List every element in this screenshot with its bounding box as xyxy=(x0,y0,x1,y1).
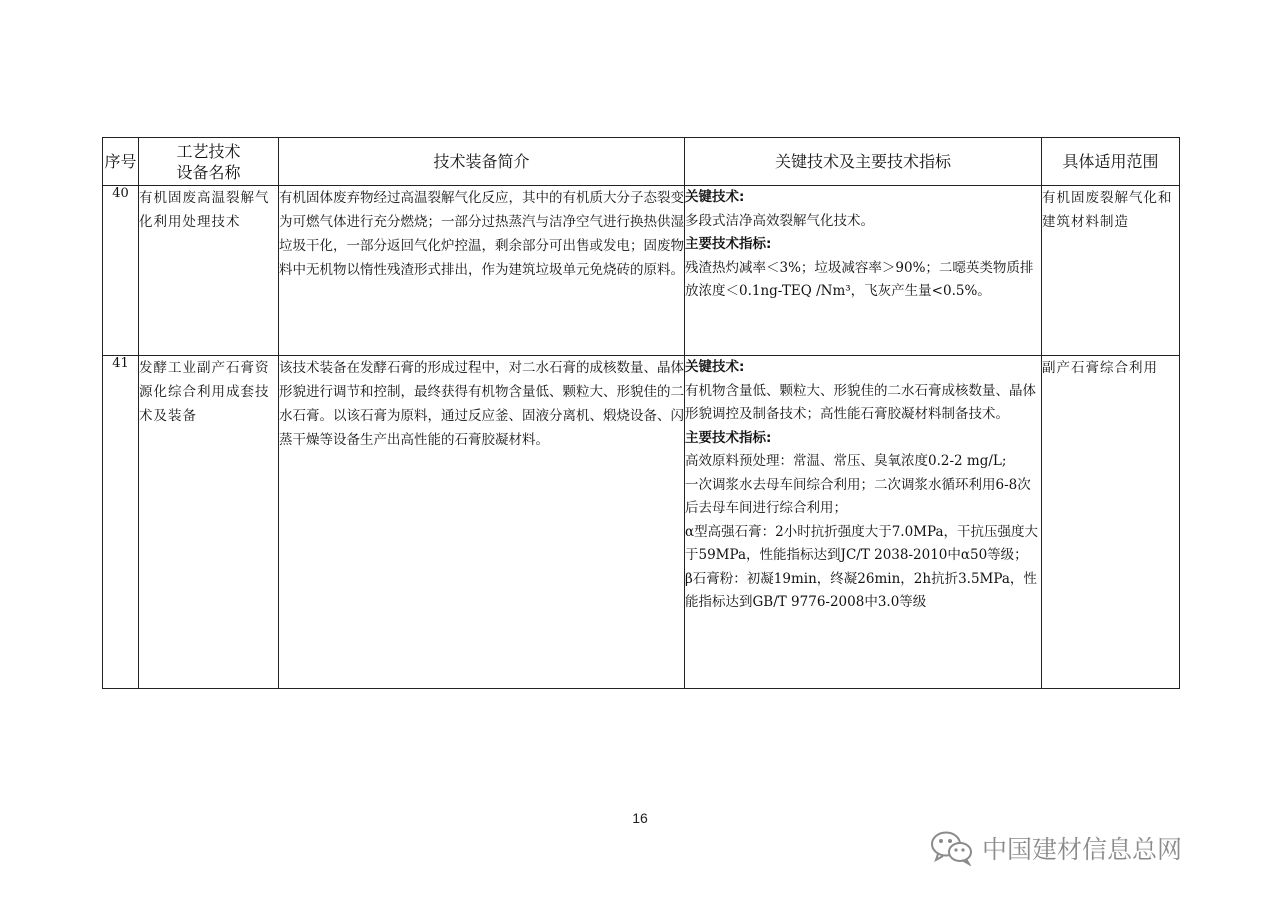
table-header-row xyxy=(103,138,1180,186)
key-tech-label: 关键技术: xyxy=(685,189,745,205)
row-description: 该技术装备在发酵石膏的形成过程中，对二水石膏的成核数量、晶体形貌进行调节和控制，最终获得有机物含量低、颗粒大、形貌佳的二水石膏。以该石膏为原料，通过反应釜、固液分离机、煅烧设备、闪蒸干燥等设备生产出高性能的石膏胶凝材料。 xyxy=(279,356,685,689)
header-name-line2: 设备名称 xyxy=(176,162,241,182)
row-key-tech xyxy=(685,186,1042,356)
row-key-tech xyxy=(685,356,1042,689)
header-description: 技术装备简介 xyxy=(279,138,685,186)
page-number: 16 xyxy=(632,810,648,826)
key-tech-text: 有机物含量低、颗粒大、形貌佳的二水石膏成核数量、晶体形貌调控及制备技术；高性能石膏胶凝材料制备技术。 xyxy=(685,382,1036,422)
row-number: 41 xyxy=(103,356,139,689)
indicator-line: β石膏粉：初凝19min，终凝26min，2h抗折3.5MPa，性能指标达到GB/T 9776-2008中3.0等级 xyxy=(685,570,1037,610)
watermark xyxy=(930,830,1182,866)
indicator-label: 主要技术指标: xyxy=(685,236,772,252)
indicator-line: 高效原料预处理：常温、常压、臭氧浓度0.2-2 mg/L; xyxy=(685,453,1007,469)
watermark-text: 中国建材信息总网 xyxy=(982,835,1183,864)
indicator-line: α型高强石膏：2小时抗折强度大于7.0MPa，干抗压强度大于59MPa，性能指标达到JC/T 2038-2010中α50等级； xyxy=(685,523,1039,563)
row-name: 发酵工业副产石膏资源化综合利用成套技术及装备 xyxy=(139,356,279,689)
header-scope: 具体适用范围 xyxy=(1042,138,1180,186)
row-scope: 副产石膏综合利用 xyxy=(1042,356,1180,689)
wechat-icon xyxy=(930,830,974,866)
header-name xyxy=(139,138,279,186)
table-row xyxy=(103,356,1180,689)
indicator-label: 主要技术指标: xyxy=(685,429,772,446)
key-tech-label: 关键技术: xyxy=(685,359,745,375)
header-num: 序号 xyxy=(103,138,139,186)
row-scope: 有机固废裂解气化和建筑材料制造 xyxy=(1042,186,1180,356)
table-row xyxy=(103,186,1180,356)
key-tech-text: 多段式洁净高效裂解气化技术。 xyxy=(685,212,874,229)
row-description: 有机固体废弃物经过高温裂解气化反应，其中的有机质大分子态裂变为可燃气体进行充分燃烧；一部分过热蒸汽与洁净空气进行换热供湿垃圾干化，一部分返回气化炉控温，剩余部分可出售或发电；固废物料中无机物以惰性残渣形式排出，作为建筑垃圾单元免烧砖的原料。 xyxy=(279,186,685,356)
document-table xyxy=(102,137,1180,689)
indicator-text: 残渣热灼减率＜3%；垃圾减容率＞90%；二噁英类物质排放浓度＜0.1ng-TEQ /Nm³，飞灰产生量<0.5%。 xyxy=(685,259,1034,299)
indicator-line: 一次调浆水去母车间综合利用；二次调浆水循环利用6-8次后去母车间进行综合利用； xyxy=(685,476,1031,516)
header-name-line1: 工艺技术 xyxy=(176,141,241,161)
header-key-tech: 关键技术及主要技术指标 xyxy=(685,138,1042,186)
row-number: 40 xyxy=(103,186,139,356)
row-name: 有机固废高温裂解气化利用处理技术 xyxy=(139,186,279,356)
